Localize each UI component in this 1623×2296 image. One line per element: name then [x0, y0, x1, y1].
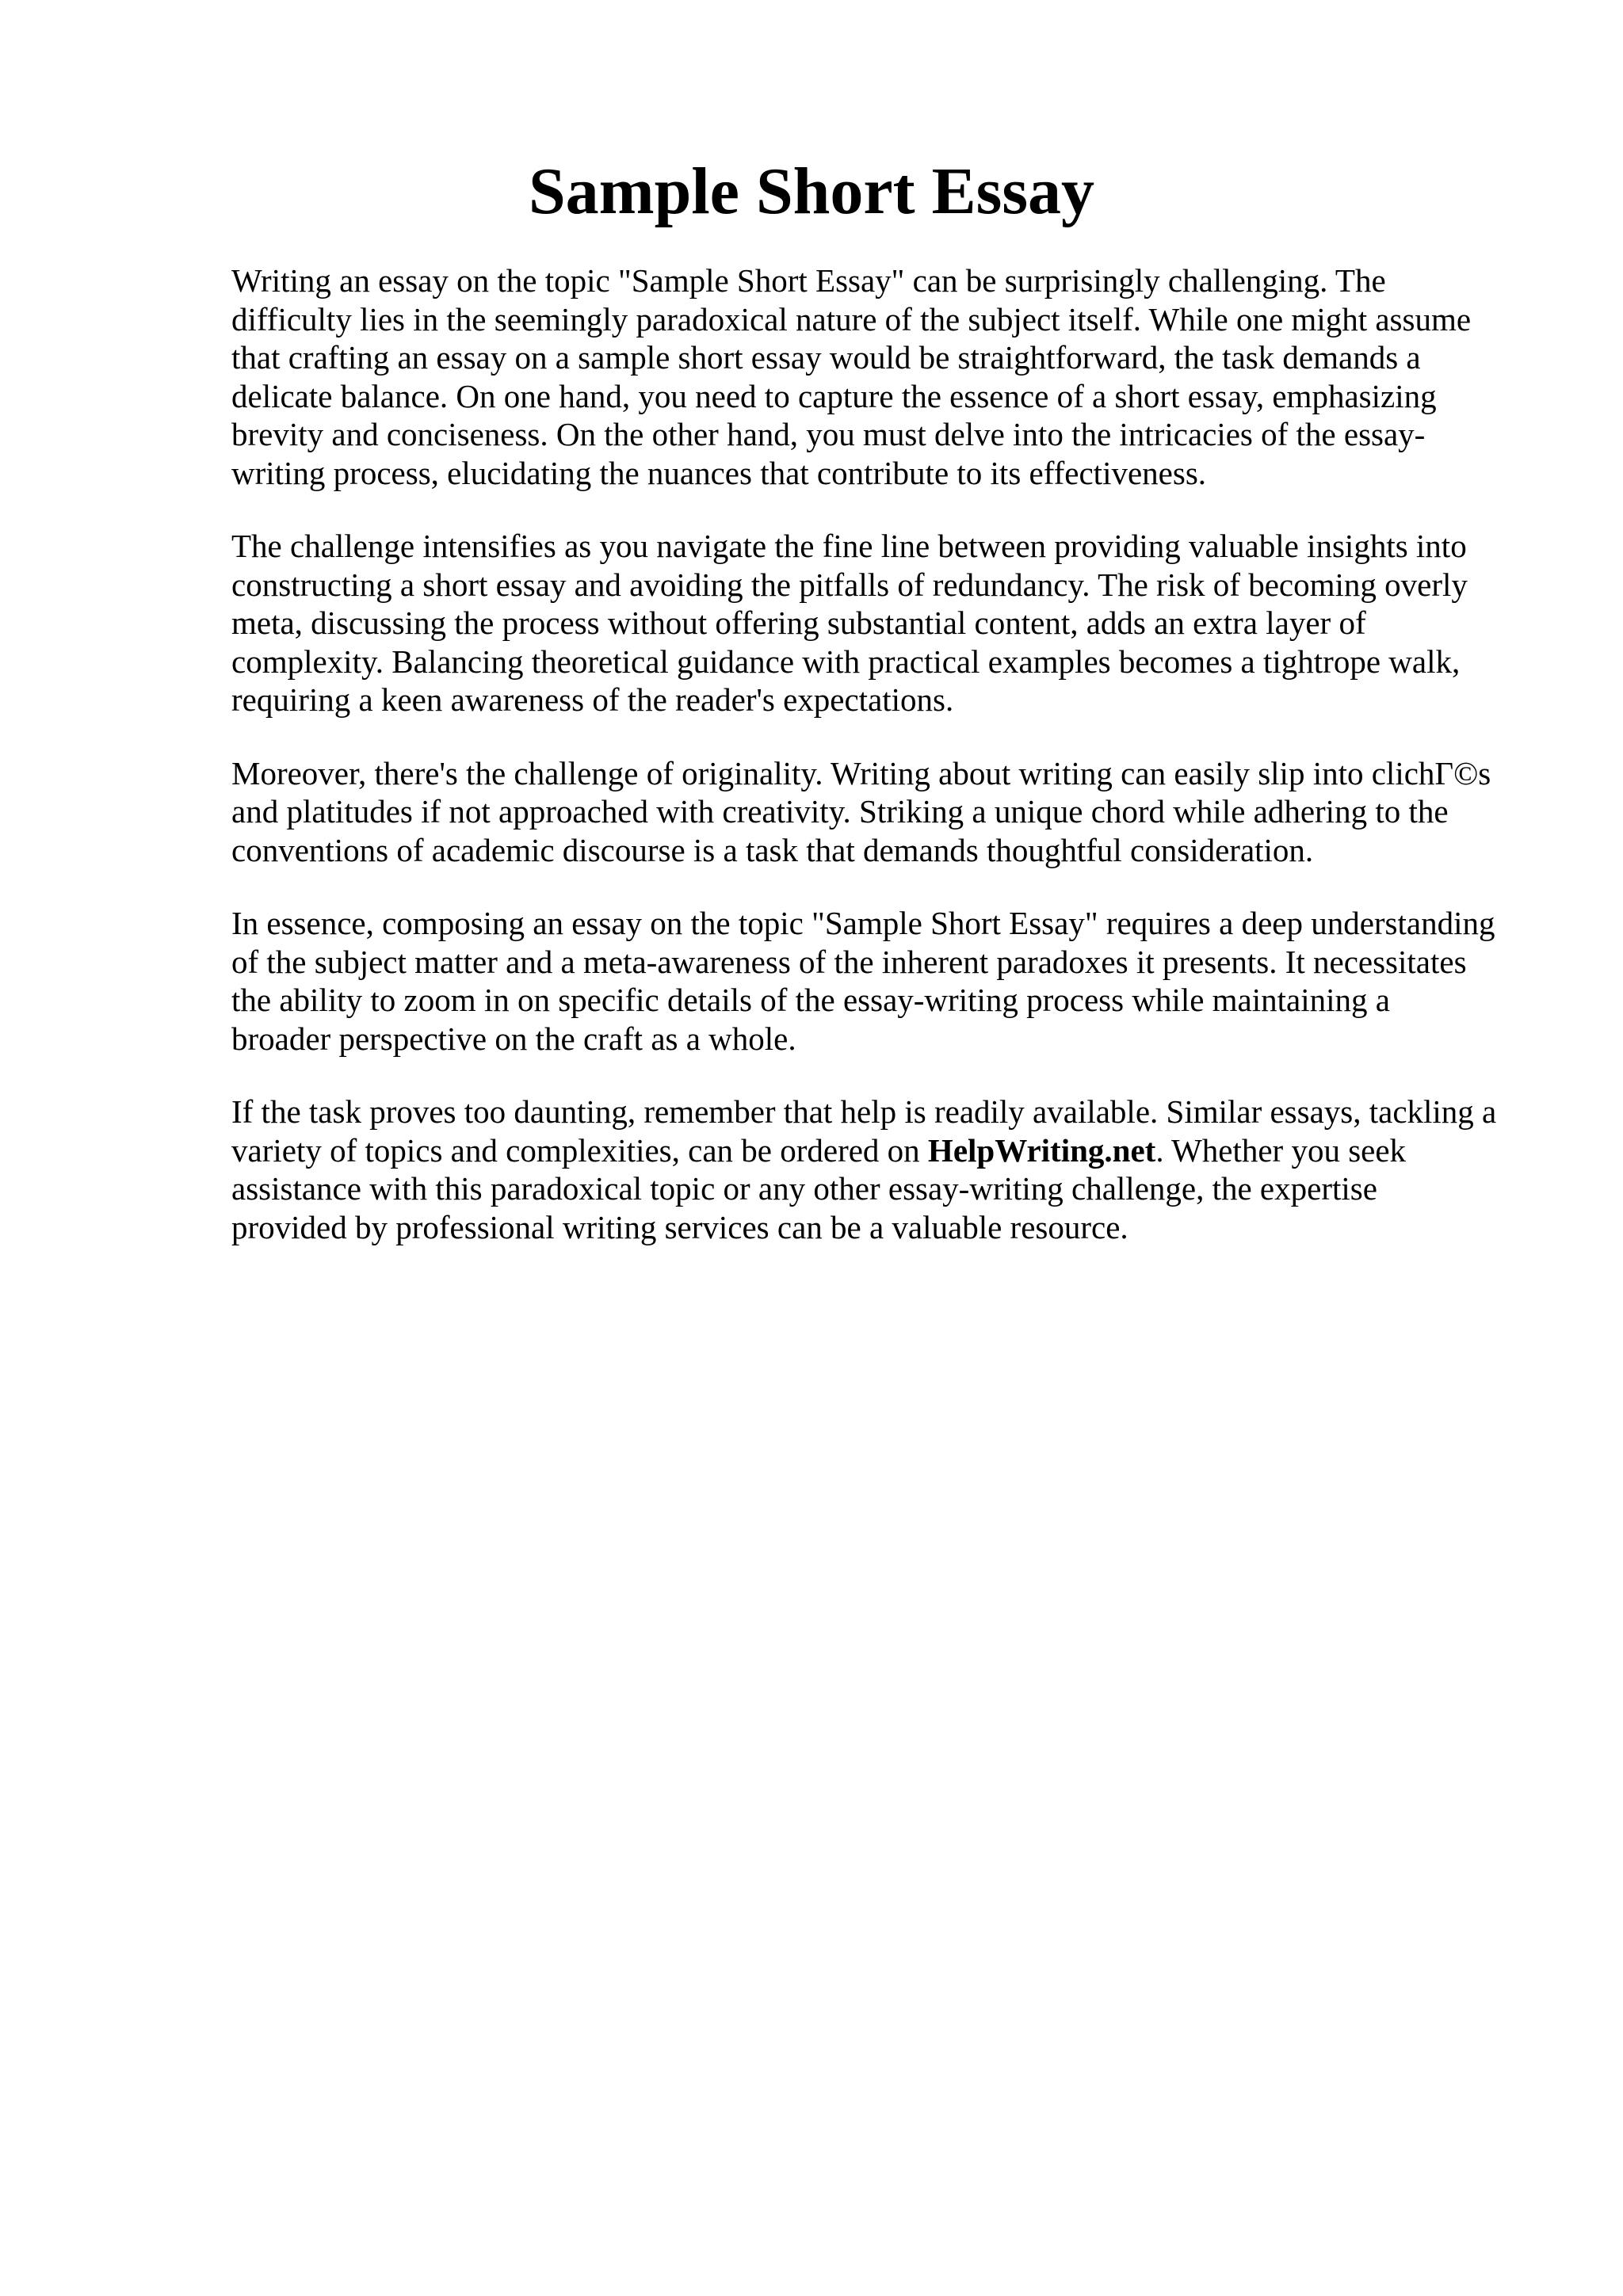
- text-line: meta, discussing the process without offering substantial content, adds an extra layer of: [231, 605, 1366, 641]
- text-line: If the task proves too daunting, remember that help is readily available. Similar essays, tackling a: [231, 1093, 1497, 1130]
- text-line: Writing an essay on the topic "Sample Short Essay" can be surprisingly challenging. The: [231, 262, 1386, 299]
- text-line: [231, 1131, 1531, 1170]
- paragraph-1: [231, 261, 1531, 492]
- text-line: writing process, elucidating the nuances that contribute to its effectiveness.: [231, 454, 1207, 491]
- brand-name: HelpWriting.net: [927, 1131, 1156, 1169]
- text-line: and platitudes if not approached with creativity. Striking a unique chord while adhering to the: [231, 793, 1449, 830]
- essay-body: [231, 261, 1531, 1281]
- text-line: delicate balance. On one hand, you need to capture the essence of a short essay, emphasizing: [231, 377, 1437, 414]
- text-line: that crafting an essay on a sample short essay would be straightforward, the task demands a: [231, 339, 1421, 376]
- text-line: brevity and conciseness. On the other hand, you must delve into the intricacies of the essay-: [231, 416, 1426, 452]
- text-line: of the subject matter and a meta-awareness of the inherent paradoxes it presents. It necessitates: [231, 943, 1467, 980]
- text-line: constructing a short essay and avoiding the pitfalls of redundancy. The risk of becoming overly: [231, 566, 1468, 603]
- text-line: the ability to zoom in on specific details of the essay-writing process while maintaining a: [231, 982, 1390, 1018]
- text-segment: . Whether you seek: [1155, 1131, 1407, 1169]
- text-line: difficulty lies in the seemingly paradoxical nature of the subject itself. While one might assume: [231, 300, 1472, 338]
- paragraph-3: [231, 754, 1531, 870]
- text-line: complexity. Balancing theoretical guidance with practical examples becomes a tightrope walk,: [231, 643, 1461, 680]
- text-line: Moreover, there's the challenge of originality. Writing about writing can easily slip into clichΓ©s: [231, 754, 1491, 791]
- text-line: conventions of academic discourse is a task that demands thoughtful consideration.: [231, 831, 1314, 868]
- paragraph-4: [231, 904, 1531, 1058]
- text-line: The challenge intensifies as you navigate the fine line between providing valuable insights into: [231, 528, 1467, 564]
- text-line: requiring a keen awareness of the reader's expectations.: [231, 681, 954, 718]
- text-line: In essence, composing an essay on the topic "Sample Short Essay" requires a deep understanding: [231, 905, 1495, 941]
- text-line: provided by professional writing services can be a valuable resource.: [231, 1208, 1128, 1245]
- page-title: Sample Short Essay: [528, 154, 1095, 228]
- text-segment: variety of topics and complexities, can be ordered on: [231, 1131, 928, 1169]
- paragraph-5: [231, 1093, 1531, 1246]
- text-line: assistance with this paradoxical topic or any other essay-writing challenge, the expertise: [231, 1170, 1377, 1207]
- text-line: broader perspective on the craft as a whole.: [231, 1020, 796, 1057]
- paragraph-2: [231, 527, 1531, 719]
